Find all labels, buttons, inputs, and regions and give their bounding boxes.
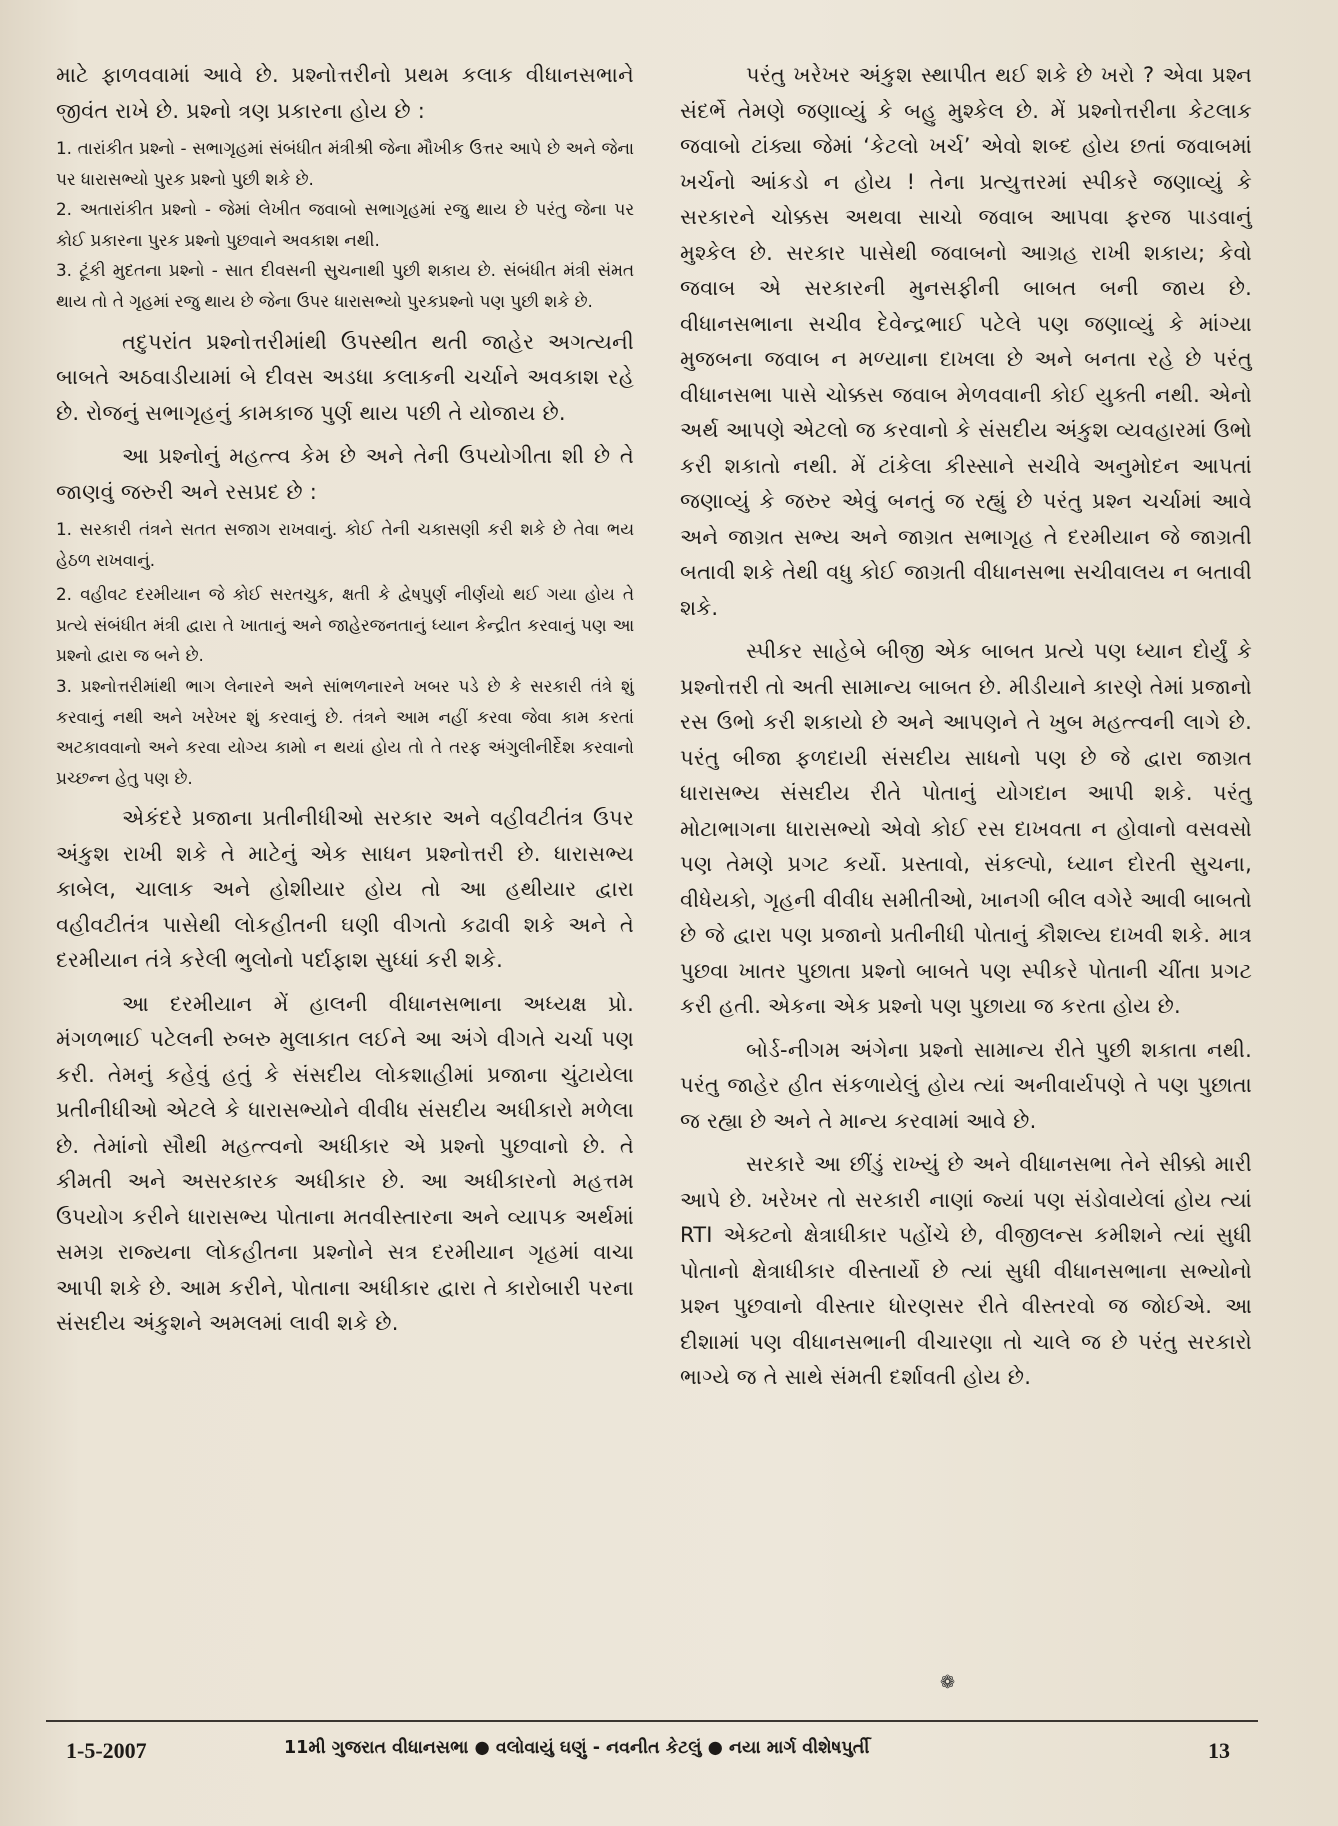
paragraph: તદુપરાંત પ્રશ્નોત્તરીમાંથી ઉપસ્થીત થતી જાહેર અગત્યની બાબતે અઠવાડીયામાં બે દીવસ અડધા કલાકની ચર્ચાને અવકાશ રહે છે. રોજનું સભાગૃહનું કામકાજ પુર્ણ થાય પછી તે યોજાય છે.	[56, 329, 634, 425]
list-item: 2. વહીવટ દરમીયાન જે કોઈ સરતચુક, ક્ષતી કે દ્વેષપુર્ણ નીર્ણયો થઈ ગયા હોય તે પ્રત્યે સંબંધીત મંત્રી દ્વારા તે ખાતાનું અને જાહેરજનતાનું ધ્યાન કેન્દ્રીત કરવાનું પણ આ પ્રશ્નો દ્વારા જ બને છે.	[56, 584, 634, 666]
paragraph: પરંતુ ખરેખર અંકુશ સ્થાપીત થઈ શકે છે ખરો ? એવા પ્રશ્ન સંદર્ભે તેમણે જણાવ્યું કે બહુ મુશ્કેલ છે. મેં પ્રશ્નોત્તરીના કેટલાક જવાબો ટાંક્યા જેમાં ‘કેટલો ખર્ચ’ એવો શબ્દ હોય છતાં જવાબમાં ખર્ચનો આંકડો ન હોય ! તેના પ્રત્યુત્તરમાં સ્પીકરે જણાવ્યું કે સરકારને ચોક્કસ અથવા સાચો જવાબ આપવા ફરજ પાડવાનું મુશ્કેલ છે. સરકાર પાસેથી જવાબનો આગ્રહ રાખી શકાય; કેવો જવાબ એ સરકારની મુનસફીની બાબત બની જાય છે. વીધાનસભાના સચીવ દેવેન્દ્રભાઈ પટેલે પણ જણાવ્યું કે માંગ્યા મુજબના જવાબ ન મળ્યાના દાખલા છે અને બનતા રહે છે પરંતુ વીધાનસભા પાસે ચોક્કસ જવાબ મેળવવાની કોઈ યુક્તી નથી. એનો અર્થ આપણે એટલો જ કરવાનો કે સંસદીય અંકુશ વ્યવહારમાં ઉભો કરી શકાતો નથી. મેં ટાંકેલા કીસ્સાને સચીવે અનુમોદન આપતાં જણાવ્યું કે જરુર એવું બનતું જ રહ્યું છે પરંતુ પ્રશ્ન ચર્ચામાં આવે અને જાગ્રત સભ્ય અને જાગ્રત સભાગૃહ તે દરમીયાન જે જાગ્રતી બતાવી શકે તેથી વધુ કોઈ જાગ્રતી વીધાનસભા સચીવાલય ન બતાવી શકે.	[680, 63, 1252, 620]
paragraph: માટે ફાળવવામાં આવે છે. પ્રશ્નોત્તરીનો પ્રથમ કલાક વીધાનસભાને જીવંત રાખે છે. પ્રશ્નો ત્રણ પ્રકારના હોય છે :	[56, 63, 634, 123]
paragraph: સ્પીકર સાહેબે બીજી એક બાબત પ્રત્યે પણ ધ્યાન દોર્યું કે પ્રશ્નોત્તરી તો અતી સામાન્ય બાબત છે. મીડીયાને કારણે તેમાં પ્રજાનો રસ ઉભો કરી શકાયો છે અને આપણને તે ખુબ મહત્ત્વની લાગે છે. પરંતુ બીજા ફળદાયી સંસદીય સાધનો પણ છે જે દ્વારા જાગ્રત ધારાસભ્ય સંસદીય રીતે પોતાનું યોગદાન આપી શકે. પરંતુ મોટાભાગના ધારાસભ્યો એવો કોઈ રસ દાખવતા ન હોવાનો વસવસો પણ તેમણે પ્રગટ કર્યો. પ્રસ્તાવો, સંકલ્પો, ધ્યાન દોરતી સુચના, વીધેયકો, ગૃહની વીવીધ સમીતીઓ, ખાનગી બીલ વગેરે આવી બાબતો છે જે દ્વારા પણ પ્રજાનો પ્રતીનીધી પોતાનું કૌશલ્ય દાખવી શકે. માત્ર પુછવા ખાતર પુછાતા પ્રશ્નો બાબતે પણ સ્પીકરે પોતાની ચીંતા પ્રગટ કરી હતી. એકના એક પ્રશ્નો પણ પુછાયા જ કરતા હોય છે.	[680, 639, 1253, 1018]
list-item: 1. સરકારી તંત્રને સતત સજાગ રાખવાનું. કોઈ તેની ચકાસણી કરી શકે છે તેવા ભય હેઠળ રાખવાનું.	[56, 519, 634, 570]
list-item: 3. પ્રશ્નોત્તરીમાંથી ભાગ લેનારને અને સાંભળનારને ખબર પડે છે કે સરકારી તંત્રે શું કરવાનું નથી અને ખરેખર શું કરવાનું છે. તંત્રને આમ નહીં કરવા જેવા કામ કરતાં અટકાવવાનો અને કરવા યોગ્ય કામો ન થયાં હોય તો તે તરફ અંગુલીનીર્દેશ કરવાનો પ્રચ્છન્ન હેતુ પણ છે.	[56, 676, 634, 788]
paragraph: આ પ્રશ્નોનું મહત્ત્વ કેમ છે અને તેની ઉપયોગીતા શી છે તે જાણવું જરુરી અને રસપ્રદ છે :	[56, 444, 634, 504]
left-column	[56, 58, 634, 1342]
footer-rule	[46, 1720, 1258, 1722]
footer-title: 11મી ગુજરાત વીધાનસભા ● વલોવાયું ઘણું - નવનીત કેટલું ● નયા માર્ગ વીશેષપુર્તી	[284, 1738, 870, 1758]
list-item: 1. તારાંકીત પ્રશ્નો - સભાગૃહમાં સંબંધીત મંત્રીશ્રી જેના મૌખીક ઉત્તર આપે છે અને જેના પર ધારાસભ્યો પુરક પ્રશ્નો પુછી શકે છે.	[56, 138, 634, 189]
page-footer	[56, 1732, 1256, 1772]
paragraph: બોર્ડ-નીગમ અંગેના પ્રશ્નો સામાન્ય રીતે પુછી શકાતા નથી. પરંતુ જાહેર હીત સંકળાયેલું હોય ત્યાં અનીવાર્યપણે તે પણ પુછાતા જ રહ્યા છે અને તે માન્ય કરવામાં આવે છે.	[680, 1037, 1252, 1133]
list-item: 2. અતારાંકીત પ્રશ્નો - જેમાં લેખીત જવાબો સભાગૃહમાં રજુ થાય છે પરંતુ જેના પર કોઈ પ્રકારના પુરક પ્રશ્નો પુછવાને અવકાશ નથી.	[56, 199, 634, 250]
end-ornament-icon: ❁	[940, 1672, 956, 1693]
right-column	[680, 58, 1252, 1396]
paragraph: સરકારે આ છીંડું રાખ્યું છે અને વીધાનસભા તેને સીક્કો મારી આપે છે. ખરેખર તો સરકારી નાણાં જ્યાં પણ સંડોવાયેલાં હોય ત્યાં RTI એક્ટનો ક્ષેત્રાધીકાર પહોંચે છે, વીજીલન્સ કમીશને ત્યાં સુધી પોતાનો ક્ષેત્રાધીકાર વીસ્તાર્યો છે ત્યાં સુધી વીધાનસભાના સભ્યોનો પ્રશ્ન પુછવાનો વીસ્તાર ધોરણસર રીતે વીસ્તરવો જ જોઈએ. આ દીશામાં પણ વીધાનસભાની વીચારણા તો ચાલે જ છે પરંતુ સરકારો ભાગ્યે જ તે સાથે સંમતી દર્શાવતી હોય છે.	[680, 1152, 1252, 1389]
footer-date: 1-5-2007	[66, 1738, 147, 1763]
list-item: 3. ટૂંકી મુદતના પ્રશ્નો - સાત દીવસની સુચનાથી પુછી શકાય છે. સંબંધીત મંત્રી સંમત થાય તો તે ગૃહમાં રજુ થાય છે જેના ઉપર ધારાસભ્યો પુરકપ્રશ્નો પણ પુછી શકે છે.	[56, 260, 634, 311]
paragraph: એકંદરે પ્રજાના પ્રતીનીધીઓ સરકાર અને વહીવટીતંત્ર ઉપર અંકુશ રાખી શકે તે માટેનું એક સાધન પ્રશ્નોત્તરી છે. ધારાસભ્ય કાબેલ, ચાલાક અને હોશીયાર હોય તો આ હથીયાર દ્વારા વહીવટીતંત્ર પાસેથી લોકહીતની ઘણી વીગતો કઢાવી શકે અને તે દરમીયાન તંત્રે કરેલી ભુલોનો પર્દાફાશ સુધ્ધાં કરી શકે.	[56, 806, 634, 973]
page-number: 13	[1208, 1738, 1230, 1763]
paragraph: આ દરમીયાન મેં હાલની વીધાનસભાના અધ્યક્ષ પ્રો. મંગળભાઈ પટેલની રુબરુ મુલાકાત લઈને આ અંગે વીગતે ચર્ચા પણ કરી. તેમનું કહેવું હતું કે સંસદીય લોકશાહીમાં પ્રજાના ચુંટાયેલા પ્રતીનીધીઓ એટલે કે ધારાસભ્યોને વીવીધ સંસદીય અધીકારો મળેલા છે. તેમાંનો સૌથી મહત્ત્વનો અધીકાર એ પ્રશ્નો પુછવાનો છે. તે કીમતી અને અસરકારક અધીકાર છે. આ અધીકારનો મહત્તમ ઉપયોગ કરીને ધારાસભ્ય પોતાના મતવીસ્તારના અને વ્યાપક અર્થમાં સમગ્ર રાજ્યના લોકહીતના પ્રશ્નોને સત્ર દરમીયાન ગૃહમાં વાચા આપી શકે છે. આમ કરીને, પોતાના અધીકાર દ્વારા તે કારોબારી પરના સંસદીય અંકુશને અમલમાં લાવી શકે છે.	[56, 991, 634, 1336]
